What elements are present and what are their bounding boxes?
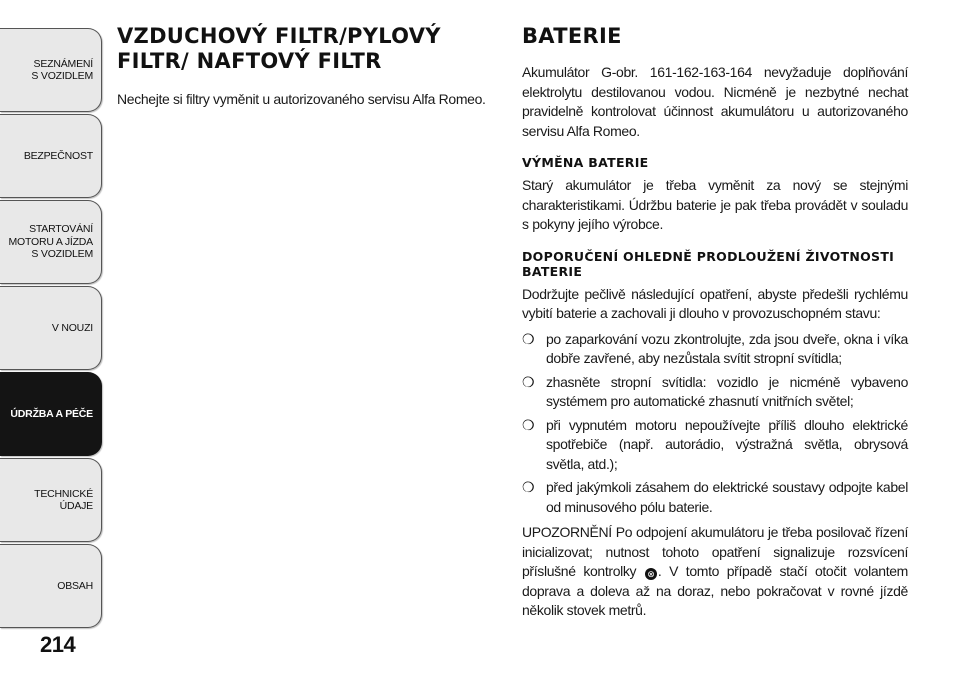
- paragraph: Starý akumulátor je třeba vyměnit za nový se stejnými charakteristikami. Údržbu baterie je pak třeba provádět v souladu s pokyny jejího výrobce.: [522, 177, 908, 232]
- air-filter-section: [117, 24, 502, 110]
- tab-udrzba[interactable]: [0, 372, 102, 456]
- paragraph: Nechejte si filtry vyměnit u autorizovaného servisu Alfa Romeo.: [117, 91, 486, 107]
- list-item-text: po zaparkování vozu zkontrolujte, zda jsou dveře, okna i víka dobře zavřené, aby nezůstala svítit stropní svítidla;: [546, 330, 908, 366]
- paragraph: Dodržujte pečlivě následující opatření, abyste předešli rychlému vybití baterie a zachovali ji dlouho v provozuschopném stavu:: [522, 285, 908, 321]
- note-text: UPOZORNĚNÍ Po odpojení akumulátoru je třeba posilovač řízení inicializovat; nutnost tohoto opatření signalizuje rozsvícení příslušné kontrolky: [522, 524, 908, 579]
- tab-v-nouzi[interactable]: [0, 286, 102, 370]
- section-title: VZDUCHOVÝ FILTR/PYLOVÝ FILTR/ NAFTOVÝ FILTR: [117, 24, 441, 73]
- steering-warning-icon: ⊗: [645, 568, 657, 580]
- battery-section: [522, 24, 908, 621]
- bullet-list: [522, 330, 908, 518]
- tab-obsah[interactable]: [0, 544, 102, 628]
- list-item-text: zhasněte stropní svítidla: vozidlo je nicméně vybaveno systémem pro automatické zhasnutí vnitřních světel;: [546, 373, 908, 409]
- tab-bezpecnost[interactable]: [0, 114, 102, 198]
- warning-note: [522, 523, 908, 621]
- subsection-title: DOPORUČENÍ OHLEDNĚ PRODLOUŽENÍ ŽIVOTNOSTI BATERIE: [522, 248, 895, 279]
- tab-label: STARTOVÁNÍ MOTORU A JÍZDA S VOZIDLEM: [8, 223, 93, 261]
- tab-label: TECHNICKÉ ÚDAJE: [34, 487, 93, 512]
- page-number: 214: [40, 632, 76, 657]
- tab-label: BEZPEČNOST: [23, 149, 93, 162]
- subsection-title: VÝMĚNA BATERIE: [522, 155, 649, 170]
- tab-label: OBSAH: [57, 579, 93, 592]
- tab-label: V NOUZI: [51, 321, 93, 334]
- list-item: [522, 330, 908, 369]
- section-title: BATERIE: [522, 24, 622, 48]
- tab-label: ÚDRŽBA A PÉČE: [10, 407, 93, 420]
- list-item-text: před jakýmkoli zásahem do elektrické soustavy odpojte kabel od minusového pólu baterie.: [546, 479, 908, 515]
- tab-seznameni[interactable]: [0, 28, 102, 112]
- list-item-text: při vypnutém motoru nepoužívejte příliš dlouho elektrické spotřebiče (např. autorádio, výstražná světla, obrysová světla, atd.);: [546, 416, 908, 472]
- tab-startovani[interactable]: [0, 200, 102, 284]
- note-text: . V tomto případě stačí otočit volantem doprava a doleva až na doraz, nebo pokračovat v rovné jízdě několik stovek metrů.: [522, 563, 908, 618]
- bullet-icon: ❍: [522, 330, 535, 347]
- bullet-icon: ❍: [522, 416, 535, 433]
- bullet-icon: ❍: [522, 373, 535, 390]
- tab-label: SEZNÁMENÍ S VOZIDLEM: [31, 57, 93, 82]
- paragraph: Akumulátor G-obr. 161-162-163-164 nevyžaduje doplňování elektrolytu destilovanou vodou. Nicméně je nezbytné nechat pravidelně kontrolovat účinnost akumulátoru u autorizovaného servisu Alfa Romeo.: [522, 64, 908, 139]
- list-item: [522, 478, 908, 517]
- tab-technicke-udaje[interactable]: [0, 458, 102, 542]
- bullet-icon: ❍: [522, 479, 535, 495]
- list-item: [522, 416, 908, 475]
- list-item: [522, 373, 908, 412]
